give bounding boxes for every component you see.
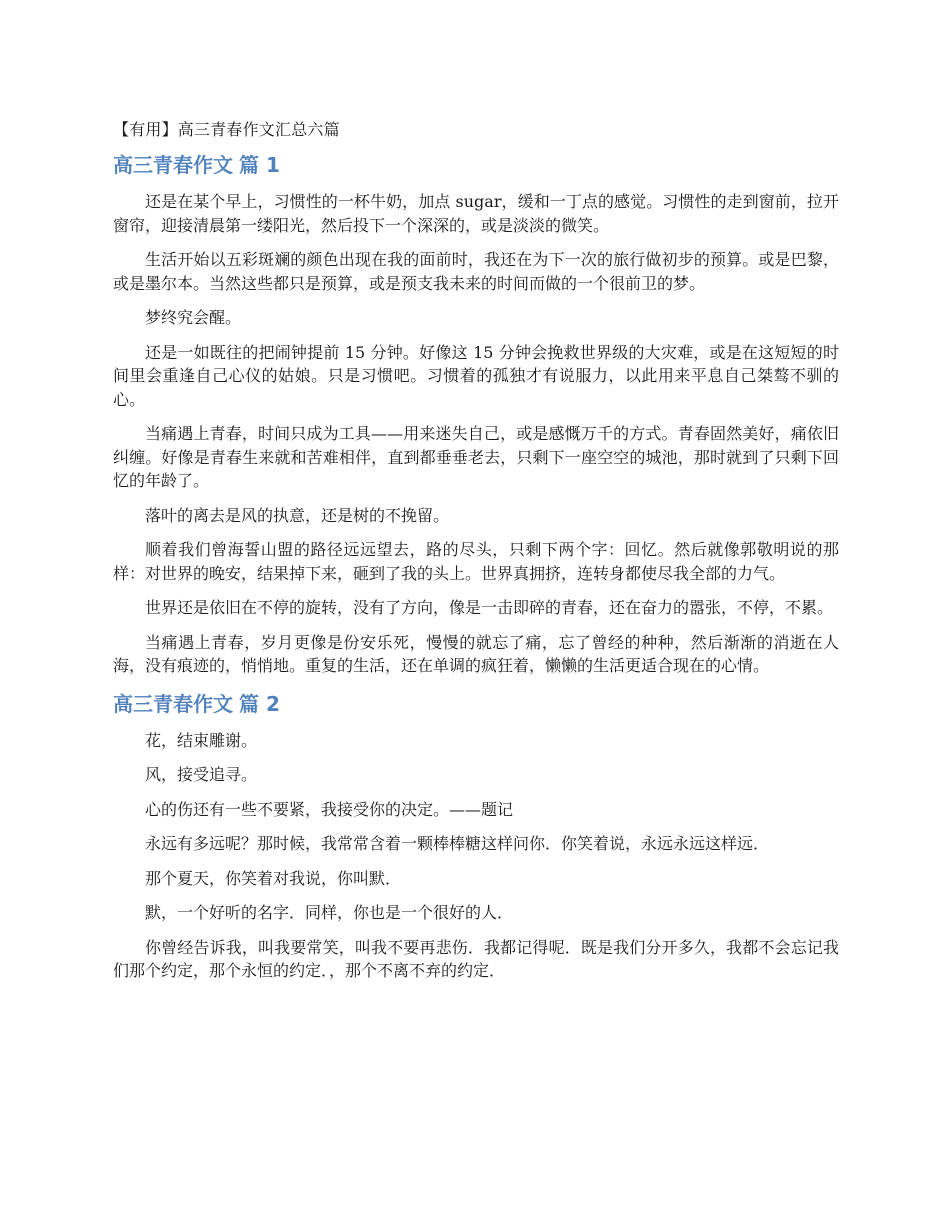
document-page [113, 118, 839, 994]
section-number: 篇 1 [239, 153, 280, 177]
paragraph: 世界还是依旧在不停的旋转，没有了方向，像是一击即碎的青春，还在奋力的嚣张，不停，不累。 [145, 598, 834, 617]
section-heading-text: 高三青春作文 [113, 153, 233, 177]
section-2 [113, 689, 839, 983]
section-heading [113, 150, 839, 180]
paragraph: 生活开始以五彩斑斓的颜色出现在我的面前时，我还在为下一次的旅行做初步的预算。或是巴黎，或是墨尔本。当然这些都只是预算，或是预支我未来的时间而做的一个很前卫的梦。 [113, 250, 839, 293]
paragraph: 还是在某个早上，习惯性的一杯牛奶，加点 sugar，缓和一丁点的感觉。习惯性的走到窗前，拉开窗帘，迎接清晨第一缕阳光，然后投下一个深深的，或是淡淡的微笑。 [113, 192, 839, 235]
paragraph: 那个夏天，你笑着对我说，你叫默． [145, 868, 402, 888]
section-number: 篇 2 [239, 691, 280, 716]
paragraph: 默，一个好听的名字．同样，你也是一个很好的人． [145, 903, 514, 922]
paragraph: 当痛遇上青春，岁月更像是份安乐死，慢慢的就忘了痛，忘了曾经的种种，然后渐渐的消逝在人海，没有痕迹的，悄悄地。重复的生活，还在单调的疯狂着，懒懒的生活更适合现在的心情。 [113, 632, 839, 675]
paragraph: 心的伤还有一些不要紧，我接受你的决定。——题记 [145, 799, 514, 819]
paragraph: 花，结束雕谢。 [145, 730, 258, 750]
paragraph: 梦终究会醒。 [145, 308, 242, 327]
paragraph: 落叶的离去是风的执意，还是树的不挽留。 [145, 505, 450, 525]
document-title: 【有用】高三青春作文汇总六篇 [113, 120, 340, 139]
paragraph: 还是一如既往的把闹钟提前 15 分钟。好像这 15 分钟会挽救世界级的大灾难，或是在这短短的时间里会重逢自己心仪的姑娘。只是习惯吧。习惯着的孤独才有说服力，以此用来平息自己桀骜不驯的心。 [113, 342, 839, 409]
section-1 [113, 150, 839, 678]
paragraph: 你曾经告诉我，叫我要常笑，叫我不要再悲伤．我都记得呢．既是我们分开多久，我都不会忘记我们那个约定，那个永恒的约定．，那个不离不弃的约定． [113, 937, 839, 980]
paragraph: 当痛遇上青春，时间只成为工具——用来迷失自己，或是感慨万千的方式。青春固然美好，痛依旧纠缠。好像是青春生来就和苦难相伴，直到都垂垂老去，只剩下一座空空的城池，那时就到了只剩下回忆的年龄了。 [113, 424, 839, 490]
paragraph: 永远有多远呢？那时候，我常常含着一颗棒棒糖这样问你．你笑着说，永远永远这样远． [145, 834, 770, 853]
paragraph: 风，接受追寻。 [145, 765, 258, 784]
section-heading [113, 689, 839, 719]
section-heading-text: 高三青春作文 [113, 691, 233, 716]
paragraph: 顺着我们曾海誓山盟的路径远远望去，路的尽头，只剩下两个字：回忆。然后就像郭敬明说的那样：对世界的晚安，结果掉下来，砸到了我的头上。世界真拥挤，连转身都使尽我全部的力气。 [113, 540, 839, 583]
